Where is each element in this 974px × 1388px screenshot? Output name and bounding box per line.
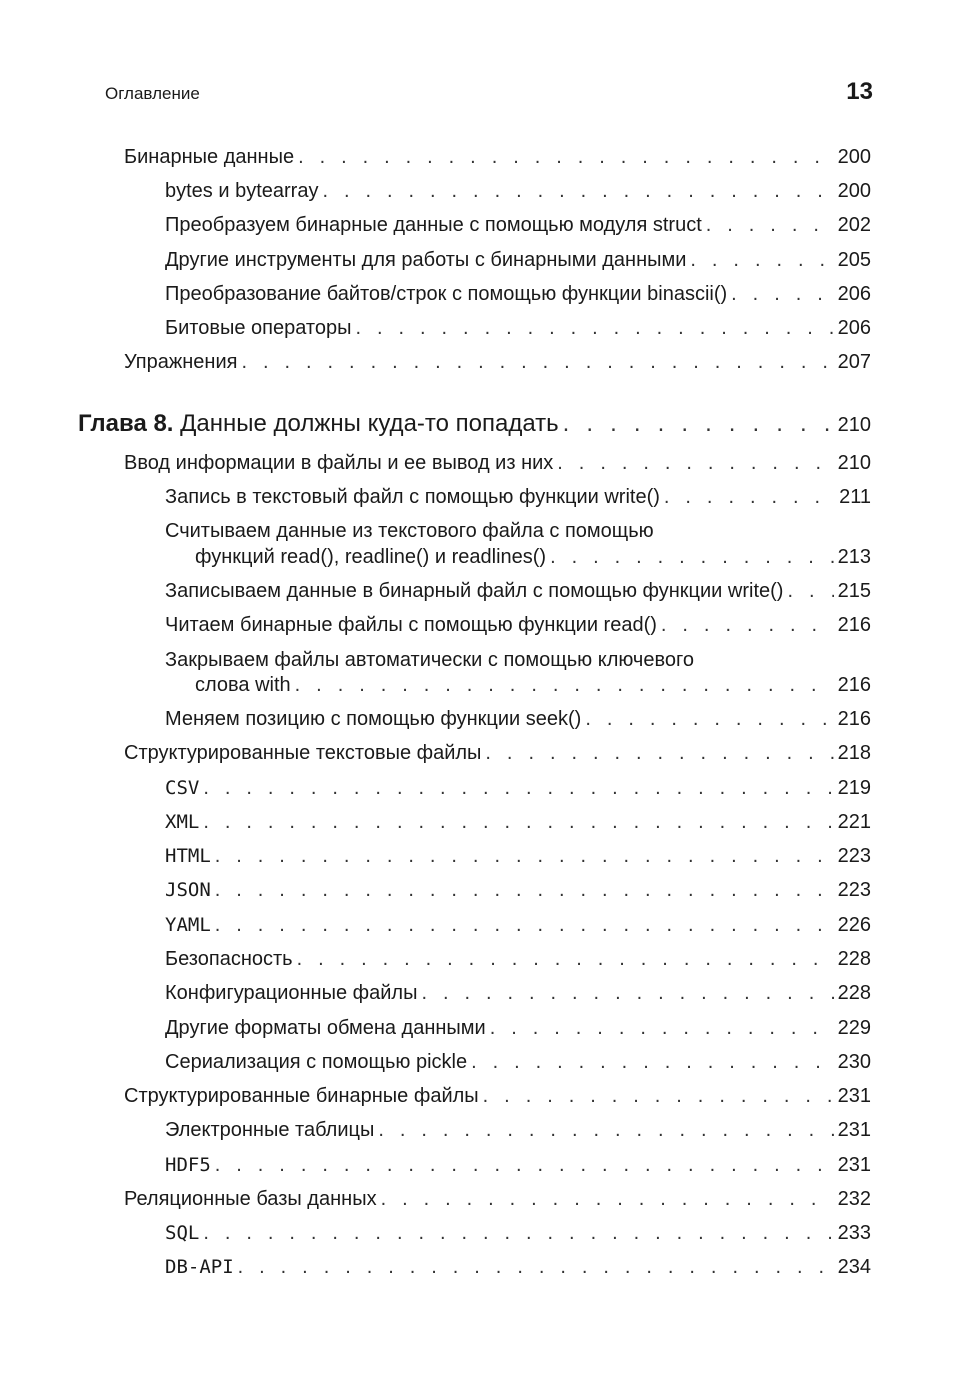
toc-entry-page: 223 (837, 845, 871, 867)
toc-entry-label: Битовые операторы (165, 317, 352, 339)
toc-entry (124, 350, 871, 374)
dot-leader (215, 1153, 834, 1177)
dot-leader (585, 707, 833, 731)
toc-entry-page: 216 (837, 708, 871, 730)
toc-entry-label: Другие инструменты для работы с бинарными данными (165, 249, 687, 271)
toc-entry-label: DB-API (165, 1256, 234, 1278)
dot-leader (550, 545, 834, 569)
toc-entry-label: Преобразование байтов/строк с помощью функции binascii() (165, 283, 728, 305)
toc-entry (165, 1255, 871, 1279)
dot-leader (485, 741, 833, 765)
chapter-number: Глава 8. (78, 410, 174, 437)
dot-leader (661, 613, 834, 637)
toc-entry-page: 210 (837, 452, 871, 474)
toc-entry-label: Реляционные базы данных (124, 1188, 377, 1210)
toc-entry-label: Бинарные данные (124, 146, 295, 168)
toc-entry-label: Читаем бинарные файлы с помощью функции read() (165, 614, 657, 636)
toc-entry-page: 221 (837, 811, 871, 833)
toc-entry-page: 210 (837, 414, 871, 436)
toc-entry-page: 205 (837, 249, 871, 271)
dot-leader (483, 1084, 834, 1108)
dot-leader (203, 1221, 833, 1245)
dot-leader (563, 410, 834, 438)
toc-entry-label: HTML (165, 845, 211, 867)
toc-entry-label: CSV (165, 777, 200, 799)
toc-entry-label: Записываем данные в бинарный файл с помощью функции write() (165, 580, 784, 602)
toc-entry (124, 1187, 871, 1211)
toc-entry-label: Запись в текстовый файл с помощью функции write() (165, 486, 660, 508)
dot-leader (203, 810, 833, 834)
toc-entry (124, 1084, 871, 1108)
toc-entry (165, 776, 871, 800)
toc-entry-label: JSON (165, 879, 211, 901)
toc-entry-page: 206 (837, 283, 871, 305)
toc-entry (124, 451, 871, 475)
toc-entry (165, 179, 871, 203)
toc-entry-label: bytes и bytearray (165, 180, 319, 202)
toc-entry-label: Электронные таблицы (165, 1119, 375, 1141)
chapter-heading (78, 410, 871, 439)
toc-entry-page: 216 (837, 674, 871, 696)
dot-leader (557, 451, 833, 475)
toc-entry (165, 485, 871, 509)
toc-entry-label: Меняем позицию с помощью функции seek() (165, 708, 582, 730)
dot-leader (215, 844, 834, 868)
dot-leader (238, 1255, 834, 1279)
dot-leader (322, 179, 833, 203)
chapter-title: Данные должны куда-то попадать (180, 410, 559, 437)
dot-leader (706, 213, 834, 237)
toc-entry-page: 200 (837, 146, 871, 168)
toc-entry (165, 981, 871, 1005)
toc-entry-label: Другие форматы обмена данными (165, 1017, 486, 1039)
dot-leader (381, 1187, 834, 1211)
dot-leader (690, 248, 833, 272)
toc-entry-page: 232 (837, 1188, 871, 1210)
toc-entry (165, 1016, 871, 1040)
toc-entry-label-line1: Закрываем файлы автоматически с помощью ключевого (165, 649, 694, 671)
toc-entry-page: 216 (837, 614, 871, 636)
toc-entry (165, 913, 871, 937)
toc-entry-page: 226 (837, 914, 871, 936)
toc-entry (165, 1153, 871, 1177)
toc-entry-label: HDF5 (165, 1154, 211, 1176)
toc-entry-page: 228 (837, 948, 871, 970)
dot-leader (490, 1016, 834, 1040)
toc-entry-label: Безопасность (165, 948, 293, 970)
toc-entry-page: 218 (837, 742, 871, 764)
toc-entry-label: Структурированные бинарные файлы (124, 1085, 479, 1107)
toc-entry (165, 213, 871, 237)
toc-entry (165, 810, 871, 834)
toc-entry (165, 947, 871, 971)
toc-entry-label: функций read(), readline() и readlines() (195, 546, 547, 568)
dot-leader (787, 579, 833, 603)
toc-entry-label: YAML (165, 914, 211, 936)
toc-entry-page: 207 (837, 351, 871, 373)
toc-entry (195, 673, 871, 697)
dot-leader (421, 981, 833, 1005)
toc-entry-page: 200 (837, 180, 871, 202)
dot-leader (471, 1050, 834, 1074)
toc-entry (124, 741, 871, 765)
toc-entry-label: Ввод информации в файлы и ее вывод из них (124, 452, 554, 474)
toc-entry-label: Конфигурационные файлы (165, 982, 418, 1004)
toc-entry (165, 707, 871, 731)
toc-entry (165, 1221, 871, 1245)
toc-entry (165, 878, 871, 902)
dot-leader (355, 316, 833, 340)
dot-leader (203, 776, 833, 800)
toc-entry (165, 316, 871, 340)
toc-entry-label-line1: Считываем данные из текстового файла с помощью (165, 520, 654, 542)
dot-leader (241, 350, 833, 374)
toc-entry-label: Упражнения (124, 351, 238, 373)
toc-entry-label: слова with (195, 674, 291, 696)
toc-entry-label: SQL (165, 1222, 200, 1244)
toc-entry-page: 231 (837, 1119, 871, 1141)
toc-entry-label: Преобразуем бинарные данные с помощью модуля struct (165, 214, 702, 236)
toc-entry (165, 1118, 871, 1142)
dot-leader (378, 1118, 833, 1142)
dot-leader (731, 282, 833, 306)
toc-entry-label: Структурированные текстовые файлы (124, 742, 482, 764)
dot-leader (664, 485, 835, 509)
toc-entry-page: 229 (837, 1017, 871, 1039)
toc-entry-page: 234 (837, 1256, 871, 1278)
dot-leader (297, 947, 834, 971)
toc-entry-label: XML (165, 811, 200, 833)
toc-entry-page: 223 (837, 879, 871, 901)
toc-entry (195, 545, 871, 569)
toc-entry (165, 844, 871, 868)
running-header-section: Оглавление (105, 84, 200, 103)
toc-entry-page: 233 (837, 1222, 871, 1244)
toc-entry-page: 219 (837, 777, 871, 799)
dot-leader (298, 145, 834, 169)
toc-entry (165, 579, 871, 603)
toc-entry (165, 282, 871, 306)
toc-entry (165, 613, 871, 637)
dot-leader (215, 913, 834, 937)
toc-entry-page: 228 (837, 982, 871, 1004)
toc-entry (165, 248, 871, 272)
toc-entry-page: 211 (839, 486, 871, 508)
toc-entry-page: 202 (837, 214, 871, 236)
dot-leader (295, 673, 834, 697)
toc-entry-label: Сериализация с помощью pickle (165, 1051, 468, 1073)
toc-entry-page: 213 (837, 546, 871, 568)
toc-entry-page: 215 (837, 580, 871, 602)
toc-entry (165, 1050, 871, 1074)
page-number: 13 (846, 78, 873, 105)
toc-entry-page: 230 (837, 1051, 871, 1073)
dot-leader (215, 878, 834, 902)
toc-entry (124, 145, 871, 169)
toc-entry-page: 231 (837, 1085, 871, 1107)
toc-entry-page: 231 (837, 1154, 871, 1176)
toc-entry-page: 206 (837, 317, 871, 339)
